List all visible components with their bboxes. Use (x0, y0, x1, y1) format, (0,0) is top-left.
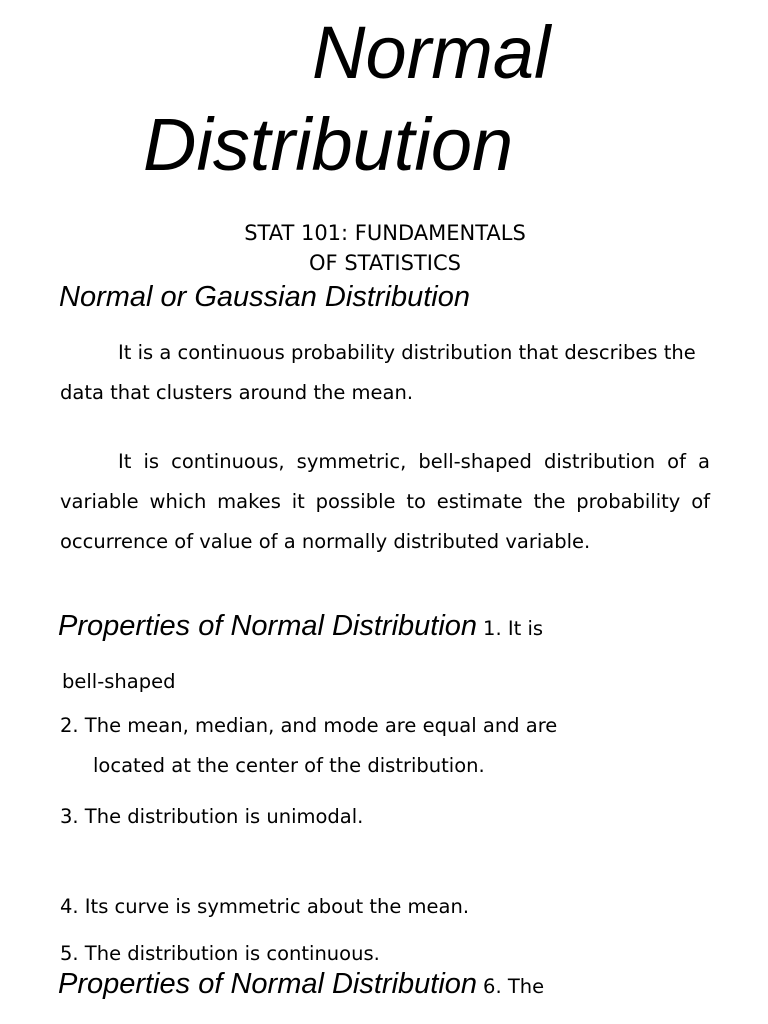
property-item-1-continuation: bell-shaped (62, 670, 176, 693)
property-item-4: 4. Its curve is symmetric about the mean. (60, 895, 470, 918)
properties-heading-2: Properties of Normal Distribution (58, 968, 478, 1000)
course-subtitle-line-2: OF STATISTICS (309, 251, 461, 275)
property-item-2-line-2: located at the center of the distribution. (93, 754, 485, 777)
property-item-6-start: 6. The (483, 975, 545, 998)
properties-heading-1: Properties of Normal Distribution (58, 610, 478, 642)
property-item-2-line-1: 2. The mean, median, and mode are equal and are (60, 714, 558, 737)
properties-heading-row-1 (58, 612, 543, 641)
description-paragraph: It is continuous, symmetric, bell-shaped distribution of a variable which makes it possible to estimate the probability of occurrence of value of a normally distributed variable. (60, 450, 710, 553)
property-item-1-start: 1. It is (483, 617, 544, 640)
properties-heading-row-2 (58, 970, 544, 999)
property-item-5: 5. The distribution is continuous. (60, 942, 380, 965)
page-title-line-1: Normal (312, 11, 551, 94)
section-heading-gaussian: Normal or Gaussian Distribution (59, 281, 470, 313)
page-title-line-2: Distribution (143, 103, 514, 186)
course-subtitle (0, 218, 768, 278)
property-item-3: 3. The distribution is unimodal. (60, 805, 364, 828)
definition-paragraph: It is a continuous probability distribution that describes the data that clusters around the mean. (60, 341, 696, 404)
course-subtitle-line-1: STAT 101: FUNDAMENTALS (244, 221, 526, 245)
